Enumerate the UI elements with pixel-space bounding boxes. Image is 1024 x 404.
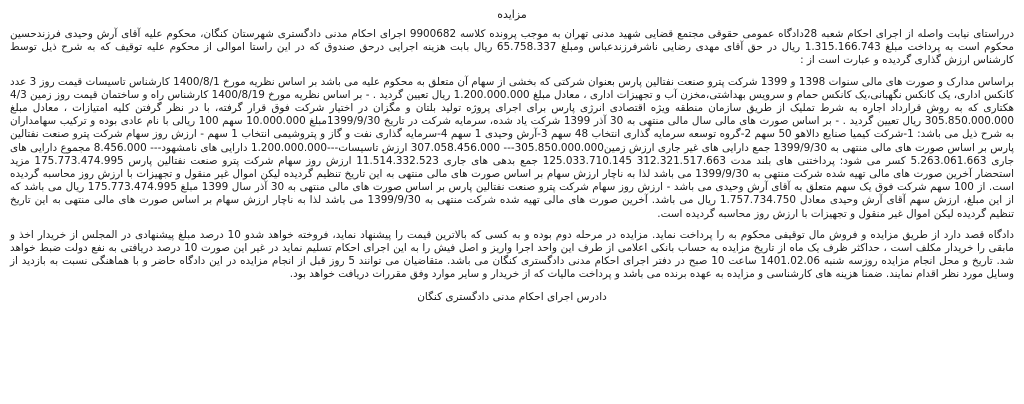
notice-signature: دادرس اجرای احکام مدنی دادگستری کنگان [417,290,607,303]
notice-paragraph-valuation: براساس مدارک و صورت های مالی سنوات 1398 و 1399 شرکت پترو صنعت نفتالین پارس بعنوان شرکتی که بخشی از سهام آن متعلق به محکوم علیه می باشد بر اساس نظریه مورخ 1400/8/1 کارشناس تاسیسات قیمت روز 3 عدد کانکس اداری، یک کانکس نگهبانی،یک کانکس حمام و سرویس بهداشتی،مخزن آب و تجهیزات اداری ، معادل مبلغ 1.200.000.000 ریال تعیین گردید . - بر اساس نظریه مورخ 1400/8/19 کارشناس راه و ساختمان قیمت روز زمین 4/3 هکتاری که به روش قرارداد اجاره به شرط تملیک از طریق سازمان منطقه ویژه اقتصادی انرژی پارس برای اجرای پروژه تولید بلتان و مگزان در اختیار شرکت فوق قرار گرفته، با در نظر گرفتن کلیه امتیازات ، معادل مبلغ 305.850.000.000 ریال تعیین گردید . - بر اساس صورت های مالی سال مالی منتهی به 30 آذر 1399 شرکت یاد شده، سرمایه شرکت در تاریخ 1399/9/30مبلغ 10.000.000 سهم 100 ریالی با نام عادی بوده و ترکیب سهامداران به شرح ذیل می باشد: 1-شرکت کیمیا صنایع دالاهو 50 سهم 2-گروه توسعه سرمایه گذاری انتخاب 48 سهم 3-آرش وحیدی 1 سهم 4-سرمایه گذاری نفت و گاز و پتروشیمی انتخاب 1 سهم - ارزش روز سهام شرکت پترو صنعت نفتالین پارس بر اساس صورت های مالی منتهی به 1399/9/30 جمع دارایی های غیر جاری ارزش زمین305.850.000.000--- 307.058.456.000 ارزش تاسیسات---1.200.000.000 دارایی های نامشهود--- 8.456.000 مجموع دارایی های جاری 5.263.061.663 کسر می شود: پرداختنی های بلند مدت 312.321.517.663 125.033.710.145 جمع بدهی های جاری 11.514.332.523 ارزش روز سهام شرکت پترو صنعت نفتالین پارس 175.773.474.995 مزید استحضار آخرین صورت های مالی تهیه شده شرکت منتهی به 1399/9/30 می باشد لذا به ناچار ارزش سهام بر اساس صورت های مالی منتهی به این تاریخ تنظیم گردیده لیکن اموال غیر منقول و تجهیزات با ارزش روز محاسبه گردیده است. از 100 سهم شرکت فوق یک سهم متعلق به آقای آرش وحیدی می باشد - ارزش روز سهام شرکت پترو صنعت نفتالین پارس بر اساس صورت های مالی منتهی به 30 آذر سال 1399 مبلغ 175.773.474.995 ریال می باشد که از این مبلغ، ارزش سهم آقای آرش وحیدی معادل 1.757.734.750 ریال می باشد. آخرین صورت های مالی تهیه شده شرکت منتهی به 1399/9/30 می باشد لذا به ناچار ارزش سهام بر اساس صورت های مالی منتهی به این تاریخ تنظیم گردیده لیکن اموال غیر منقول و تجهیزات با ارزش روز محاسبه گردیده است. [10,75,1015,220]
notice-paragraph-intro: درراستای نیابت واصله از اجرای احکام شعبه 28دادگاه عمومی حقوقی مجتمع قضایی شهید مدنی تهران به موجب پرونده کلاسه 9900682 اجرای احکام مدنی دادگستری شهرستان کنگان، محکوم علیه آقای آرش وحیدی فرزندحسین محکوم است به پرداخت مبلغ 1.315.166.743 ریال در حق آقای مهدی رضایی ناشرفرزندعباس ومبلغ 65.758.337 ریال بابت هزینه اجرایی درحق صندوق که در این راستا اموالی از محکوم علیه توقیف که به شرح ذیل توسط کارشناس ارزش گذاری گردیده و عبارت است از : [10,28,1014,67]
notice-title: مزایده [497,8,527,21]
notice-paragraph-terms: دادگاه قصد دارد از طریق مزایده و فروش مال توقیفی محکوم به را پرداخت نماید. مزایده در مرحله دوم بوده و به کسی که بالاترین قیمت را پیشنهاد نماید، فروخته خواهد شدو 10 درصد مبلغ پیشنهادی در المجلس از خریدار اخذ و مابقی را خریدار مکلف است ، حداکثر ظرف یک ماه از تاریخ مزایده به حساب بانکی اعلامی از طرف این واحد اجرا واریز و اصل فیش را به این اجرای احکام تسلیم نماید در غیر این صورت 10 درصد دریافتی به نفع دولت ضبط خواهد شد. تاریخ و محل انجام مزایده روزسه شنبه 1401.02.06 ساعت 10 صبح در دفتر اجرای احکام مدنی دادگستری کنگان می باشد. متقاضیان می توانند 5 روز قبل از انجام مزایده در این دادگاه حاضر و با هماهنگی نسبت به بازدید از وسایل مورد نظر اقدام نمایند. ضمنا هزینه های کارشناسی و مزایده به عهده برنده می باشد و پرداخت مالیات که از خریدار و سایر موارد وفق مقررات دریافت خواهد بود. [10,228,1014,281]
